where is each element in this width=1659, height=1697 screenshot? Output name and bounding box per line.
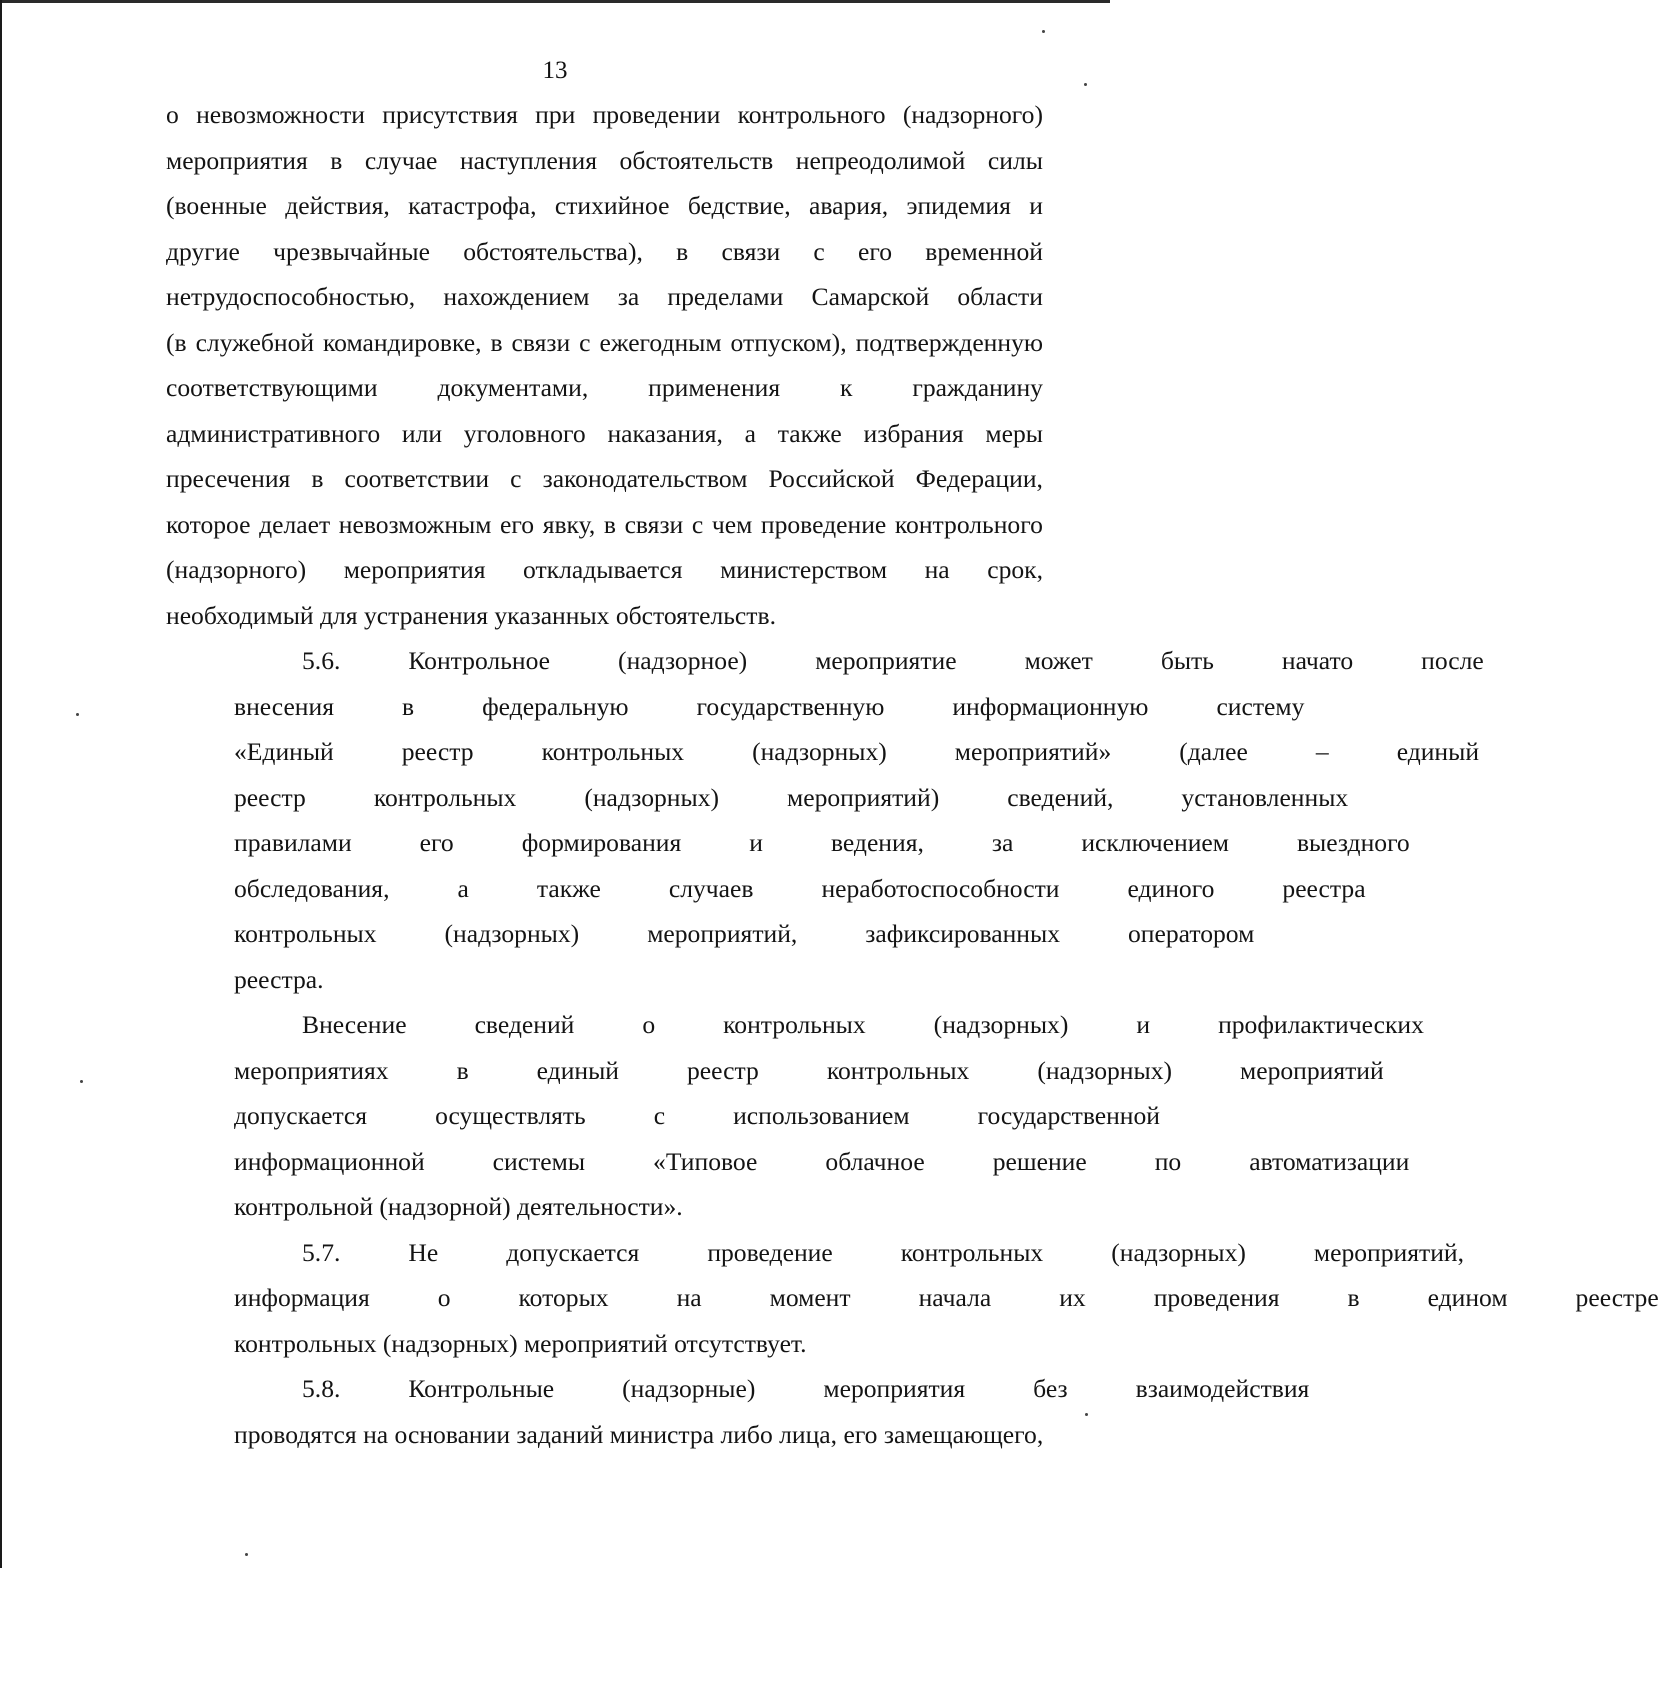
text-line: административного или уголовного наказания, а также избрания меры [166,418,1043,448]
text-line: реестр контрольных (надзорных) мероприятий) сведений, установленных [234,782,1349,812]
text-line: необходимый для устранения указанных обстоятельств. [166,600,776,630]
text-line: «Единый реестр контрольных (надзорных) мероприятий» (далее – единый [234,737,1480,766]
text-line: 5.6. Контрольное (надзорное) мероприятие может быть начато после [302,646,1484,675]
text-line: обследования, а также случаев неработоспособности единого реестра [234,873,1366,903]
text-line: внесения в федеральную государственную информационную систему [234,691,1305,721]
scan-speck [1042,30,1045,33]
left-page-edge [0,0,2,1568]
text-line: информационной системы «Типовое облачное решение по автоматизации [234,1146,1410,1176]
top-border-rule [0,0,1110,3]
text-line: (надзорного) мероприятия откладывается министерством на срок, [166,555,1043,584]
text-line: мероприятиях в единый реестр контрольных (надзорных) мероприятий [234,1055,1384,1085]
text-line: (военные действия, катастрофа, стихийное бедствие, авария, эпидемия и [166,191,1043,220]
text-line: которое делает невозможным его явку, в связи с чем проведение контрольного [166,509,1043,539]
paragraph-5-8 [166,1366,1310,1457]
text-line: 5.8. Контрольные (надзорные) мероприятия без взаимодействия [302,1374,1310,1403]
text-line: информация о которых на момент начала их проведения в едином реестре [234,1283,1659,1312]
scan-speck [245,1553,248,1556]
scan-speck [1084,83,1087,86]
paragraph-registry-entry [166,1002,1424,1230]
text-line: другие чрезвычайные обстоятельства), в связи с его временной [166,236,1043,266]
text-line: Внесение сведений о контрольных (надзорных) и профилактических [302,1010,1424,1039]
paragraph-continuation [166,92,1043,638]
paragraph-5-7 [166,1230,1659,1367]
text-line: правилами его формирования и ведения, за исключением выездного [234,828,1410,857]
scan-speck [1085,1413,1088,1416]
text-line: мероприятия в случае наступления обстоятельств непреодолимой силы [166,145,1043,175]
text-line: контрольных (надзорных) мероприятий отсутствует. [234,1328,807,1358]
text-line: контрольной (надзорной) деятельности». [234,1192,683,1221]
text-line: проводятся на основании заданий министра либо лица, его замещающего, [234,1419,1044,1449]
text-line: контрольных (надзорных) мероприятий, зафиксированных оператором [234,919,1255,948]
text-line: пресечения в соответствии с законодательством Российской Федерации, [166,464,1043,493]
text-line: реестра. [234,964,324,994]
document-body [166,92,1659,1457]
scan-speck [76,713,79,716]
text-line: нетрудоспособностью, нахождением за пределами Самарской области [166,282,1043,311]
page-number: 13 [542,57,568,84]
scan-speck [80,1080,83,1083]
text-line: 5.7. Не допускается проведение контрольных (надзорных) мероприятий, [302,1237,1464,1267]
text-line: соответствующими документами, применения к гражданину [166,373,1043,402]
text-line: (в служебной командировке, в связи с ежегодным отпуском), подтвержденную [166,327,1043,357]
paragraph-5-6 [166,638,1484,1002]
text-line: допускается осуществлять с использованием государственной [234,1101,1160,1130]
text-line: о невозможности присутствия при проведении контрольного (надзорного) [166,100,1043,129]
